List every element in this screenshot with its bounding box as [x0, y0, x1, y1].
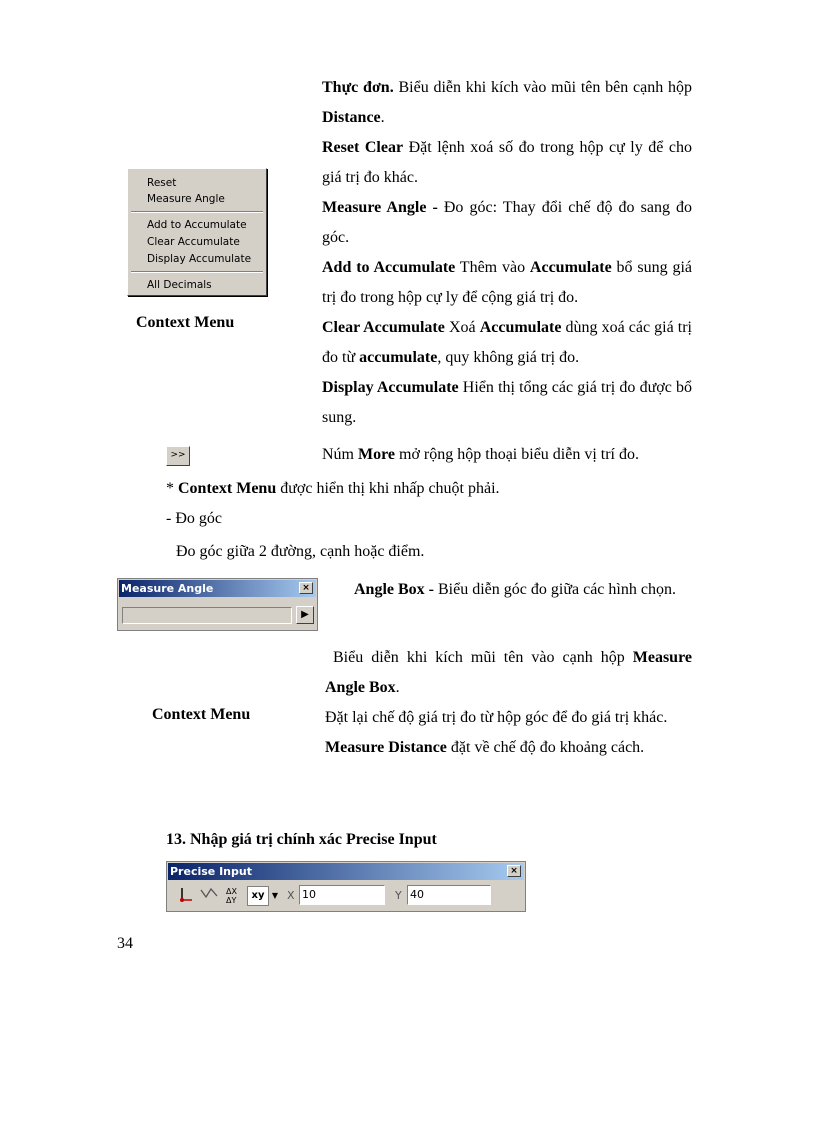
precise-input-title: Precise Input [170, 865, 252, 878]
polar-curve-icon[interactable] [199, 886, 219, 906]
precise-input-titlebar[interactable] [168, 863, 524, 880]
do-goc-heading: - Đo góc [166, 510, 222, 527]
angle-menu-line-3: Measure Distance đặt về chế độ đo khoảng cách. [325, 739, 645, 756]
do-goc-description: Đo góc giữa 2 đường, cạnh hoặc điểm. [176, 543, 425, 560]
angle-menu-line-2: Đặt lại chế độ giá trị đo từ hộp góc để đo giá trị khác. [325, 709, 668, 726]
context-menu-caption-2: Context Menu [152, 706, 251, 723]
reset-clear-paragraph: Reset Clear Đặt lệnh xoá số đo trong hộp cự ly để cho giá trị đo khác. [322, 139, 693, 186]
svg-text:ΔY: ΔY [226, 896, 237, 904]
context-menu-note: * Context Menu được hiển thị khi nhấp chuột phải. [166, 480, 500, 497]
thuc-don-paragraph: Thực đơn. Biểu diễn khi kích vào mũi tên bên cạnh hộp Distance. [322, 79, 692, 126]
menu-item-clear-accumulate[interactable]: Clear Accumulate [147, 236, 240, 248]
menu-item-measure-angle[interactable]: Measure Angle [147, 193, 225, 205]
angle-menu-description [325, 643, 692, 763]
menu-separator [131, 211, 263, 213]
y-input[interactable]: 40 [407, 885, 491, 905]
display-accumulate-paragraph: Display Accumulate Hiển thị tổng các giá trị đo được bổ sung. [322, 379, 692, 426]
delta-xy-icon[interactable] [223, 886, 243, 906]
page-number: 34 [117, 935, 133, 952]
close-icon[interactable]: × [507, 865, 521, 877]
measure-angle-title: Measure Angle [121, 582, 214, 595]
clear-accumulate-paragraph: Clear Accumulate Xoá Accumulate dùng xoá các giá trị đo từ accumulate, quy không giá trị đo. [322, 319, 693, 366]
context-menu-screenshot [127, 168, 267, 296]
add-accumulate-paragraph: Add to Accumulate Thêm vào Accumulate bổ sung giá trị đo trong hộp cự ly để cộng giá trị đo. [322, 259, 692, 306]
section-heading: 13. Nhập giá trị chính xác Precise Input [166, 831, 437, 848]
more-button[interactable]: >> [166, 446, 190, 466]
menu-separator [131, 271, 263, 273]
chevron-down-icon[interactable]: ▼ [271, 891, 279, 900]
angle-menu-line-1: Biểu diễn khi kích mũi tên vào cạnh hộp Measure Angle Box. [325, 649, 692, 696]
y-label: Y [395, 889, 402, 902]
close-icon[interactable]: × [299, 582, 313, 594]
x-input[interactable]: 10 [299, 885, 385, 905]
menu-item-add-to-accumulate[interactable]: Add to Accumulate [147, 219, 247, 231]
menu-item-reset[interactable]: Reset [147, 177, 177, 189]
menu-description-block [322, 73, 692, 433]
axis-origin-icon[interactable] [177, 886, 195, 906]
angle-box-paragraph: Angle Box - Biểu diễn góc đo giữa các hình chọn. [354, 581, 676, 598]
more-paragraph: Núm More mở rộng hộp thoại biểu diễn vị trí đo. [322, 446, 639, 463]
context-menu-caption: Context Menu [136, 314, 235, 331]
xy-mode-button[interactable]: xy [247, 886, 269, 906]
measure-angle-toolbar [117, 578, 318, 631]
menu-item-display-accumulate[interactable]: Display Accumulate [147, 253, 252, 265]
measure-angle-paragraph: Measure Angle - Đo góc: Thay đổi chế độ đo sang đo góc. [322, 199, 693, 246]
x-label: X [287, 889, 295, 902]
menu-item-all-decimals[interactable]: All Decimals [147, 279, 212, 291]
measure-angle-titlebar[interactable] [119, 580, 316, 597]
angle-box-field[interactable] [122, 607, 292, 624]
angle-box-arrow-icon[interactable]: ▶ [296, 606, 314, 624]
precise-input-toolbar [166, 861, 526, 912]
svg-text:ΔX: ΔX [226, 887, 237, 896]
